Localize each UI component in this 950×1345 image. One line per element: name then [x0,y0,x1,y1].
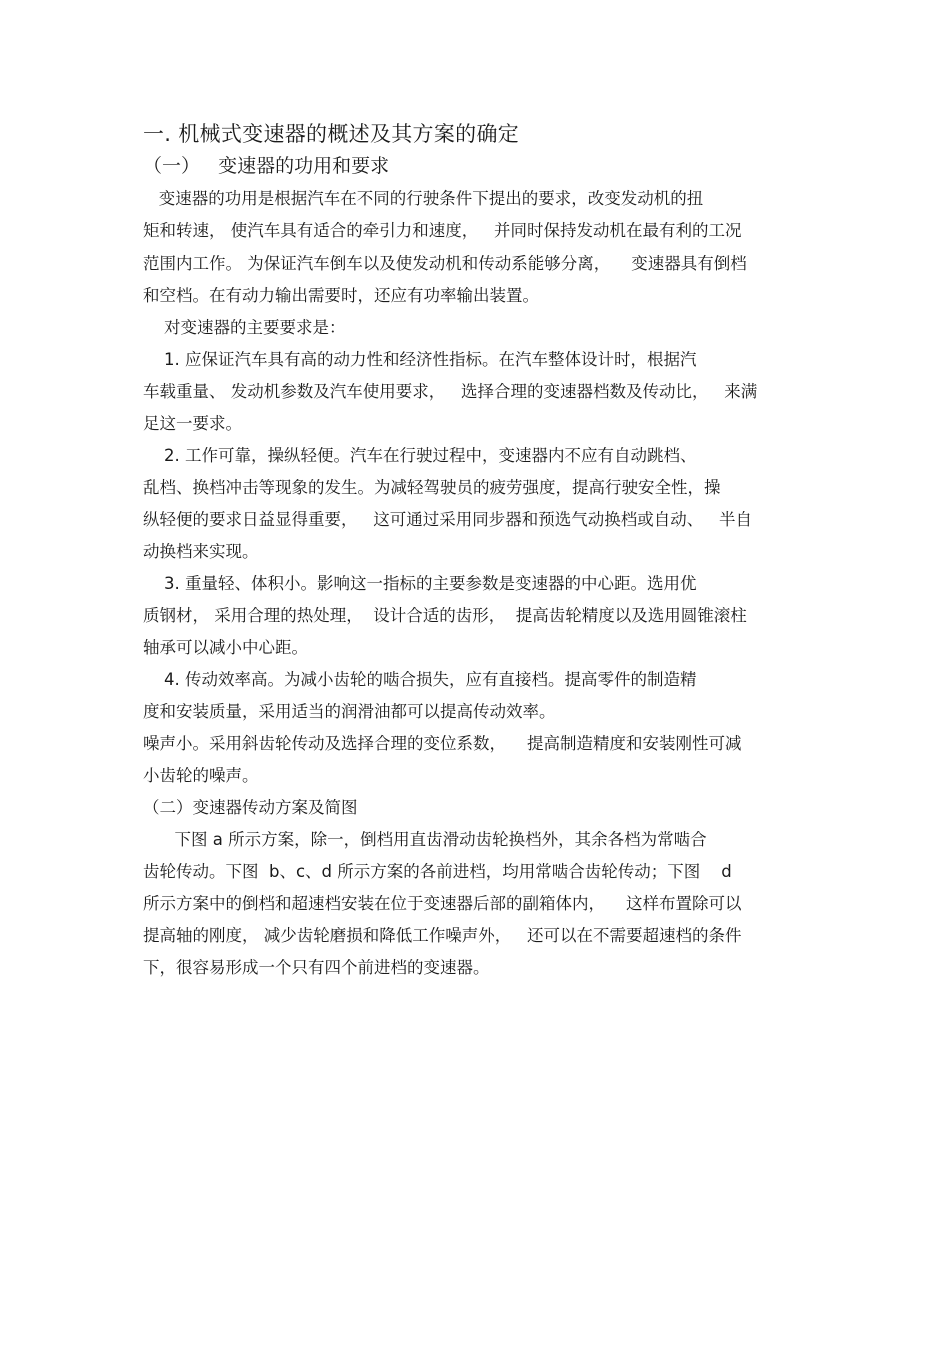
subsection-heading: （二）变速器传动方案及简图 [143,798,358,817]
paragraph-line: 矩和转速， 使汽车具有适合的牵引力和速度， 并同时保持发动机在最有利的工况 [143,221,742,240]
paragraph-line: 提高轴的刚度， 减少齿轮磨损和降低工作噪声外， 还可以在不需要超速档的条件 [143,926,742,945]
section-heading: 一. 机械式变速器的概述及其方案的确定 [143,122,520,146]
list-item-line: 小齿轮的噪声。 [143,766,259,785]
paragraph-line: 对变速器的主要要求是： [143,318,346,337]
paragraph-line: 下，很容易形成一个只有四个前进档的变速器。 [143,958,490,977]
list-item-line: 乱档、换档冲击等现象的发生。为减轻驾驶员的疲劳强度，提高行驶安全性，操 [143,478,721,497]
list-item-line: 纵轻便的要求日益显得重要， 这可通过采用同步器和预选气动换档或自动、 半自 [143,510,752,529]
paragraph-line: 范围内工作。 为保证汽车倒车以及使发动机和传动系能够分离， 变速器具有倒档 [143,254,747,273]
list-item-line: 3. 重量轻、体积小。影响这一指标的主要参数是变速器的中心距。选用优 [143,574,697,593]
paragraph-line: 下图 a 所示方案，除一，倒档用直齿滑动齿轮换档外，其余各档为常啮合 [143,830,707,849]
list-item-line: 4. 传动效率高。为减小齿轮的啮合损失，应有直接档。提高零件的制造精 [143,670,697,689]
list-item-line: 噪声小。采用斜齿轮传动及选择合理的变位系数， 提高制造精度和安装刚性可减 [143,734,742,753]
paragraph-line: 所示方案中的倒档和超速档安装在位于变速器后部的副箱体内， 这样布置除可以 [143,894,742,913]
paragraph-line: 变速器的功用是根据汽车在不同的行驶条件下提出的要求，改变发动机的扭 [143,189,704,208]
list-item-line: 1. 应保证汽车具有高的动力性和经济性指标。在汽车整体设计时，根据汽 [143,350,697,369]
list-item-line: 足这一要求。 [143,414,242,433]
list-item-line: 动换档来实现。 [143,542,259,561]
list-item-line: 2. 工作可靠，操纵轻便。汽车在行驶过程中，变速器内不应有自动跳档、 [143,446,697,465]
list-item-line: 度和安装质量，采用适当的润滑油都可以提高传动效率。 [143,702,556,721]
list-item-line: 车载重量、 发动机参数及汽车使用要求， 选择合理的变速器档数及传动比， 来满 [143,382,758,401]
list-item-line: 质钢材， 采用合理的热处理， 设计合适的齿形， 提高齿轮精度以及选用圆锥滚柱 [143,606,747,625]
paragraph-line: 和空档。在有动力输出需要时，还应有功率输出装置。 [143,286,539,305]
subsection-heading: （一） 变速器的功用和要求 [143,155,390,177]
list-item-line: 轴承可以减小中心距。 [143,638,308,657]
paragraph-line: 齿轮传动。下图 b、c、d 所示方案的各前进档，均用常啮合齿轮传动；下图 d [143,862,732,881]
